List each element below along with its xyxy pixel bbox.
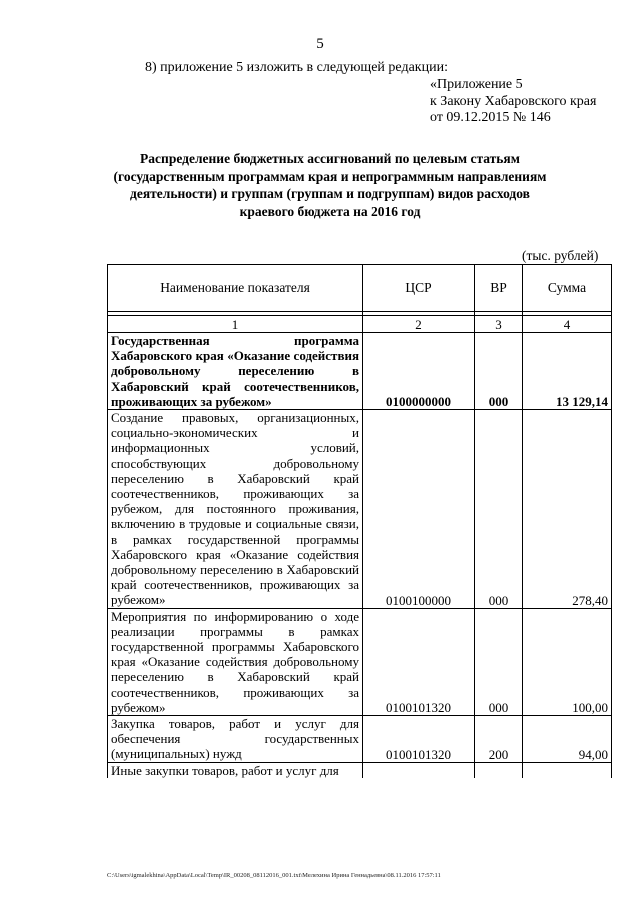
row-csr [363,762,475,778]
row-csr: 0100101320 [363,608,475,715]
row-name: Государственная программа Хабаровского края «Оказание содействия добровольному переселению в Хабаровский край соотечественников, проживающих за рубежом» [108,333,363,410]
column-number: 2 [363,316,475,333]
units-label: (тыс. рублей) [522,248,599,263]
appendix-line-1: «Приложение 5 [430,77,523,92]
column-number: 3 [475,316,523,333]
appendix-line-3: от 09.12.2015 № 146 [430,110,551,125]
row-csr: 0100101320 [363,716,475,763]
row-vr: 200 [475,716,523,763]
header-csr: ЦСР [363,265,475,312]
row-vr [475,762,523,778]
row-sum: 278,40 [523,410,612,609]
header-vr: ВР [475,265,523,312]
page-number: 5 [316,36,324,52]
table-row [108,716,612,763]
column-number: 1 [108,316,363,333]
row-vr: 000 [475,333,523,410]
row-name: Закупка товаров, работ и услуг для обеспечения государственных (муниципальных) нужд [108,716,363,763]
row-name: Мероприятия по информированию о ходе реализации программы в рамках государственной программы Хабаровского края «Оказание содействия добровольному переселению в Хабаровский край соотечественников, проживающих за рубежом» [108,608,363,715]
intro-text: 8) приложение 5 изложить в следующей редакции: [145,60,448,75]
document-title: Распределение бюджетных ассигнований по целевым статьям (государственным программам края и непрограммным направлениям деятельности) и группам (группам и подгруппам) видов расходов краевого бюджета на 2016 год [113,151,547,219]
header-sum: Сумма [523,265,612,312]
row-name: Создание правовых, организационных, социально-экономических и информационных условий, способствующих добровольному переселению в Хабаровский край соотечественников, проживающих за рубежом, для постоянного проживания, включению в трудовые и социальные связи, в рамках государственной программы Хабаровского края «Оказание содействия добровольному переселению в Хабаровский край соотечественников, проживающих за рубежом» [108,410,363,609]
table-row [108,333,612,410]
row-vr: 000 [475,410,523,609]
row-csr: 0100100000 [363,410,475,609]
header-name: Наименование показателя [108,265,363,312]
row-sum: 100,00 [523,608,612,715]
row-sum: 94,00 [523,716,612,763]
column-number-row [108,316,612,333]
budget-table [107,264,612,778]
footer-file-path: C:\Users\igmalekhina\AppData\Local\Temp\IR_00208_08112016_001.txt\Мелехина Ирина Геннадьевна\08.11.2016 17:57:11 [107,872,441,879]
table-row [108,410,612,609]
header-row [108,265,612,312]
column-number: 4 [523,316,612,333]
appendix-line-2: к Закону Хабаровского края [430,93,597,109]
row-csr: 0100000000 [363,333,475,410]
row-name: Иные закупки товаров, работ и услуг для [108,762,363,778]
appendix-reference [430,77,596,127]
row-sum [523,762,612,778]
row-vr: 000 [475,608,523,715]
table-row [108,608,612,715]
table-row [108,762,612,778]
row-sum: 13 129,14 [523,333,612,410]
